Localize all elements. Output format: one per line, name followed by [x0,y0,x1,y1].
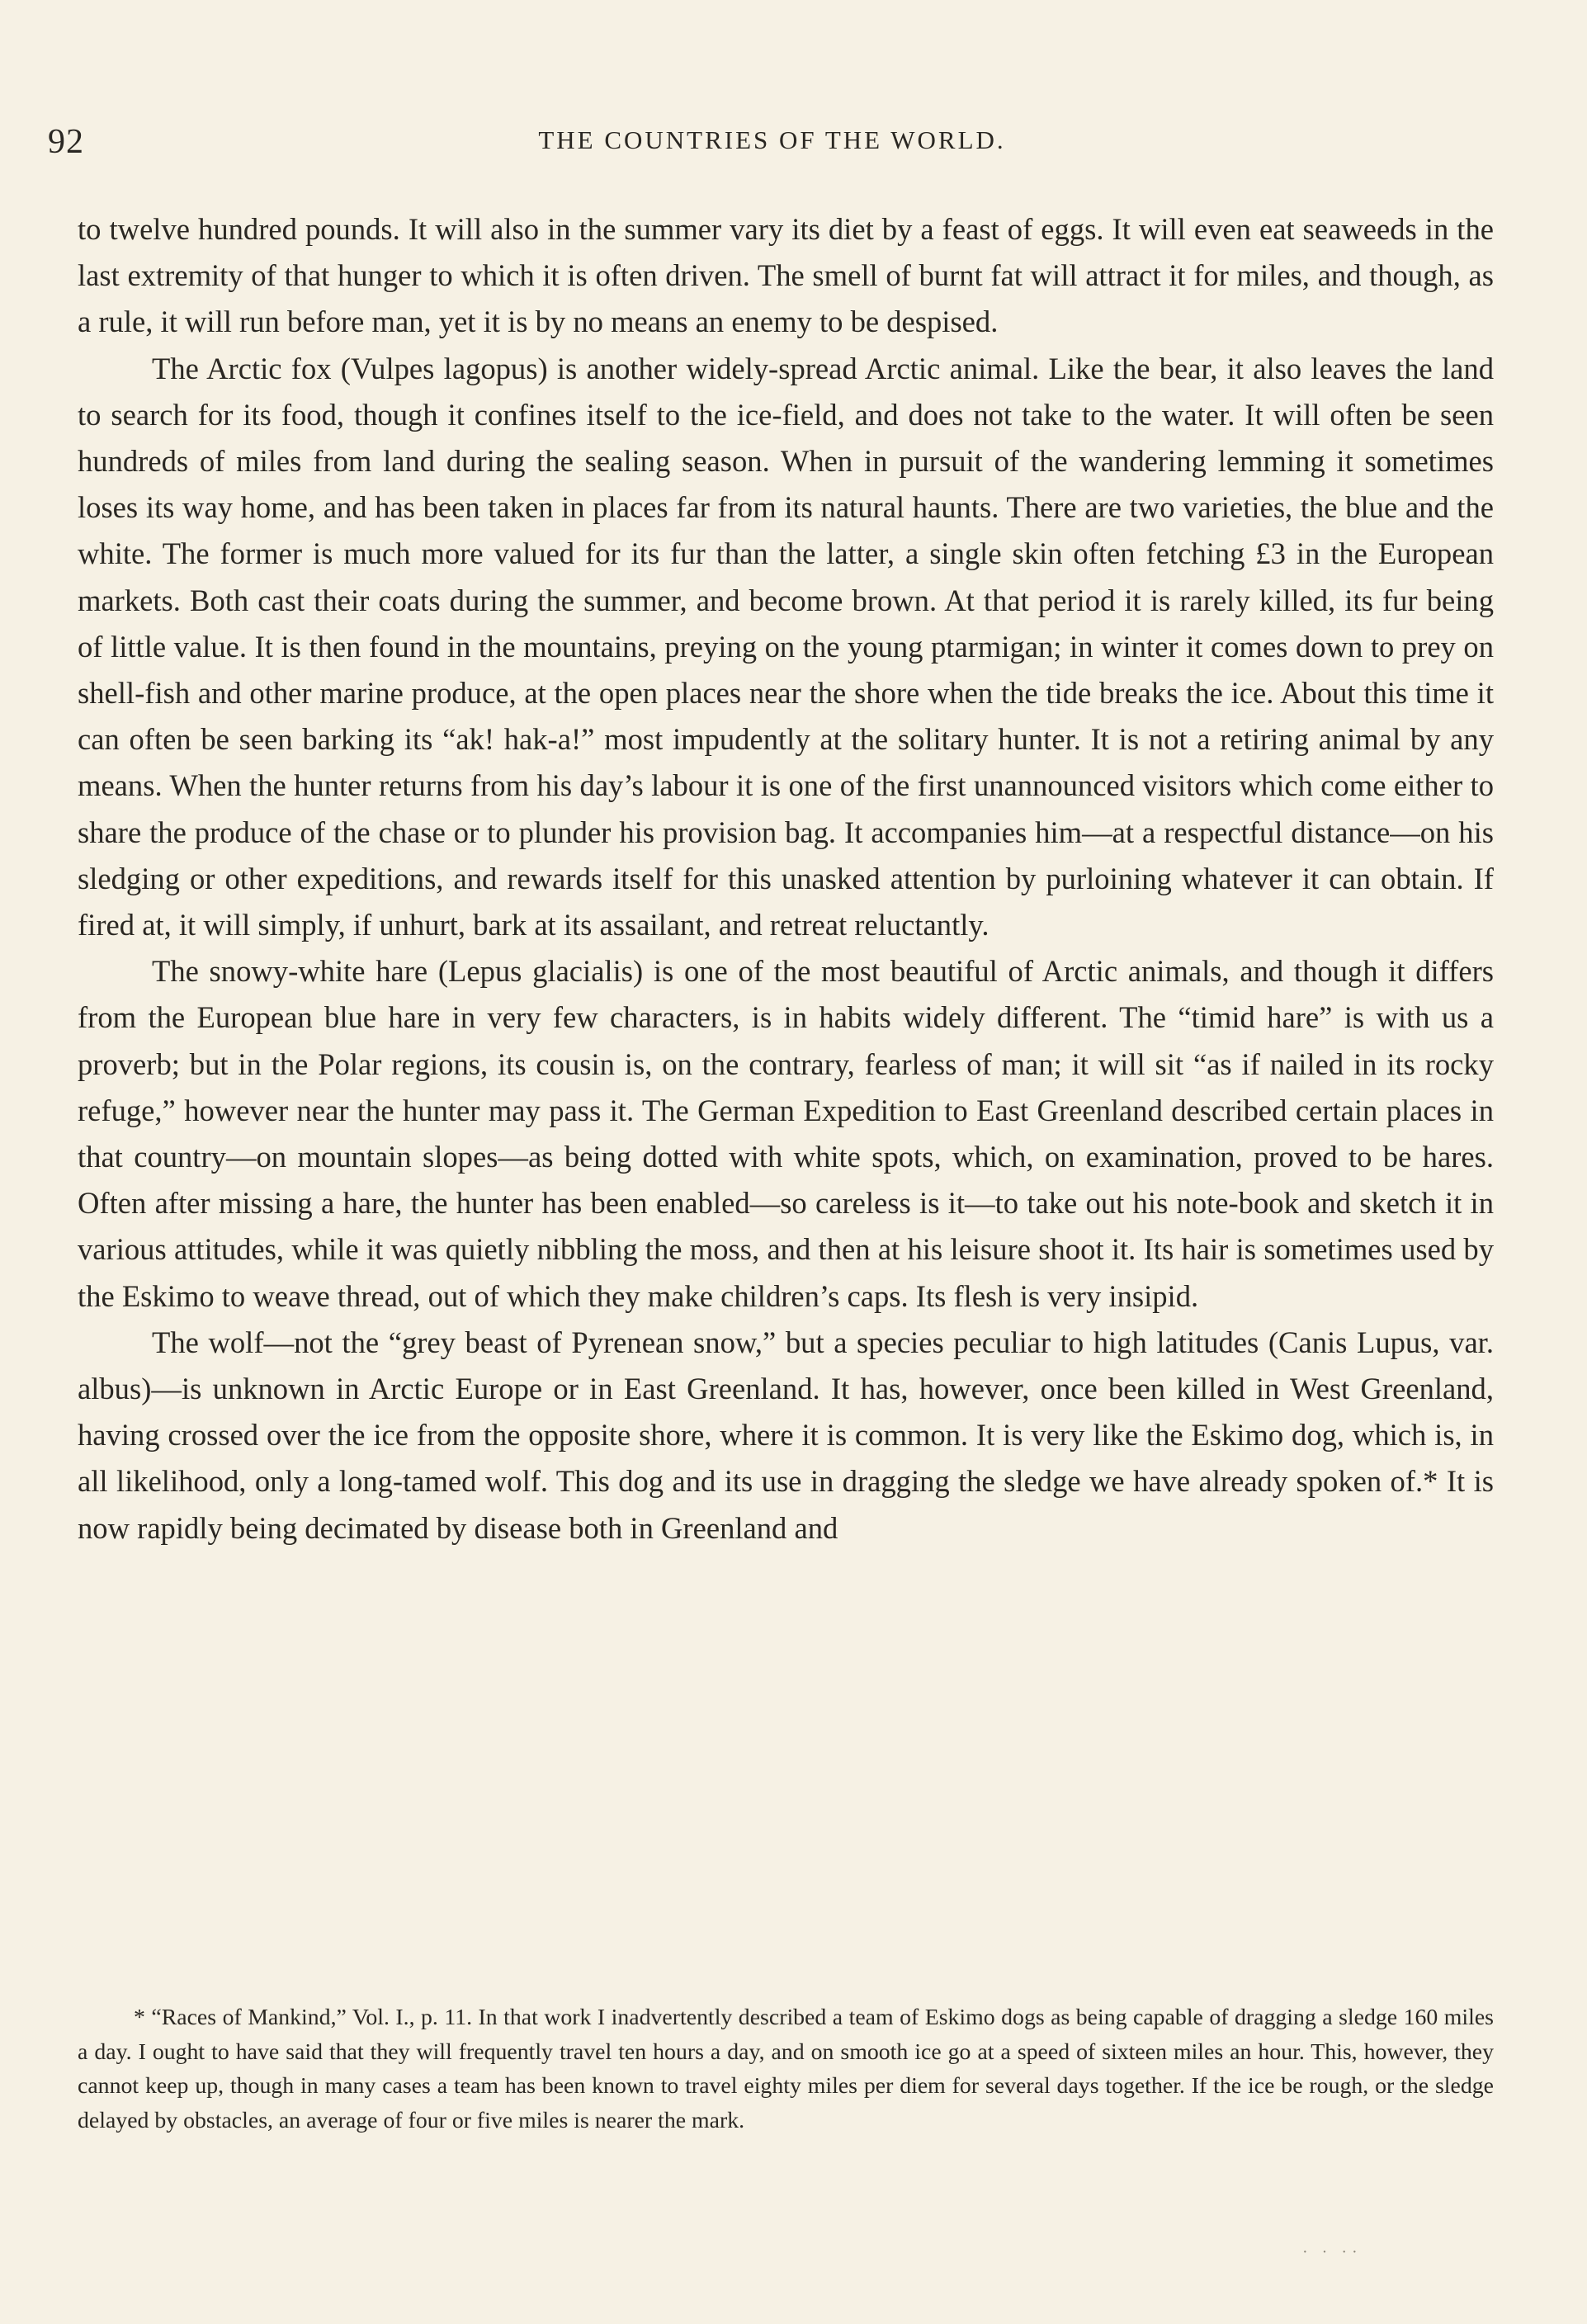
footnotes [78,2000,1494,2137]
paragraph-arctic-fox: The Arctic fox (Vulpes lagopus) is another widely-spread Arctic animal. Like the bear, it also leaves the land to search for its food, though it confines itself to the ice-field, and does not take to the water. It will often be seen hundreds of miles from land during the sealing season. When in pursuit of the wandering lemming it sometimes loses its way home, and has been taken in places far from its natural haunts. There are two varieties, the blue and the white. The former is much more valued for its fur than the latter, a single skin often fetching £3 in the European markets. Both cast their coats during the summer, and become brown. At that period it is rarely killed, its fur being of little value. It is then found in the mountains, preying on the young ptarmigan; in winter it comes down to prey on shell-fish and other marine produce, at the open places near the shore when the tide breaks the ice. About this time it can often be seen barking its “ak! hak-a!” most impudently at the solitary hunter. It is not a retiring animal by any means. When the hunter returns from his day’s labour it is one of the first unannounced visitors which come either to share the produce of the chase or to plunder his provision bag. It accompanies him—at a respectful distance—on his sledging or other expeditions, and rewards itself for this unasked attention by purloining whatever it can obtain. If fired at, it will simply, if unhurt, bark at its assailant, and retreat reluctantly. [78,351,1494,942]
paragraph-bear-continued: to twelve hundred pounds. It will also in the summer vary its diet by a feast of eggs. It will even eat seaweeds in the last extremity of that hunger to which it is often driven. The smell of burnt fat will attract it for miles, and though, as a rule, it will run before man, yet it is by no means an enemy to be despised. [78,212,1494,339]
footnote-races-of-mankind: * “Races of Mankind,” Vol. I., p. 11. In that work I inadvertently described a team of Eskimo dogs as being capable of dragging a sledge 160 miles a day. I ought to have said that they will frequently travel ten hours a day, and on smooth ice go at a speed of sixteen miles an hour. This, however, they cannot keep up, though in many cases a team has been known to travel eighty miles per diem for several days together. If the ice be rough, or the sledge delayed by obstacles, an average of four or five miles is nearer the mark. [78,2005,1494,2133]
body-text [78,206,1494,1552]
paragraph-wolf: The wolf—not the “grey beast of Pyrenean snow,” but a species peculiar to high latitudes (Canis Lupus, var. albus)—is unknown in Arctic Europe or in East Greenland. It has, however, once been killed in West Greenland, having crossed over the ice from the opposite shore, where it is common. It is very like the Eskimo dog, which is, in all likelihood, only a long-tamed wolf. This dog and its use in dragging the sledge we have already spoken of.* It is now rapidly being decimated by disease both in Greenland and [78,1325,1494,1545]
running-title: THE COUNTRIES OF THE WORLD. [538,125,1006,154]
paragraph-snowy-hare: The snowy-white hare (Lepus glacialis) is one of the most beautiful of Arctic animals, and though it differs from the European blue hare in very few characters, is in habits widely different. The “timid hare” is with us a proverb; but in the Polar regions, its cousin is, on the contrary, fearless of man; it will sit “as if nailed in its rocky refuge,” however near the hunter may pass it. The German Expedition to East Greenland described certain places in that country—on mountain slopes—as being dotted with white spots, which, on examination, proved to be hares. Often after missing a hare, the hunter has been enabled—so careless is it—to take out his note-book and sketch it in various attitudes, while it was quietly nibbling the moss, and then at his leisure shoot it. Its hair is sometimes used by the Eskimo to weave thread, out of which they make children’s caps. Its flesh is very insipid. [78,954,1494,1313]
running-head [48,122,1496,172]
signature-mark: · · ·· [1302,2243,1363,2261]
page-number: 92 [48,123,84,161]
